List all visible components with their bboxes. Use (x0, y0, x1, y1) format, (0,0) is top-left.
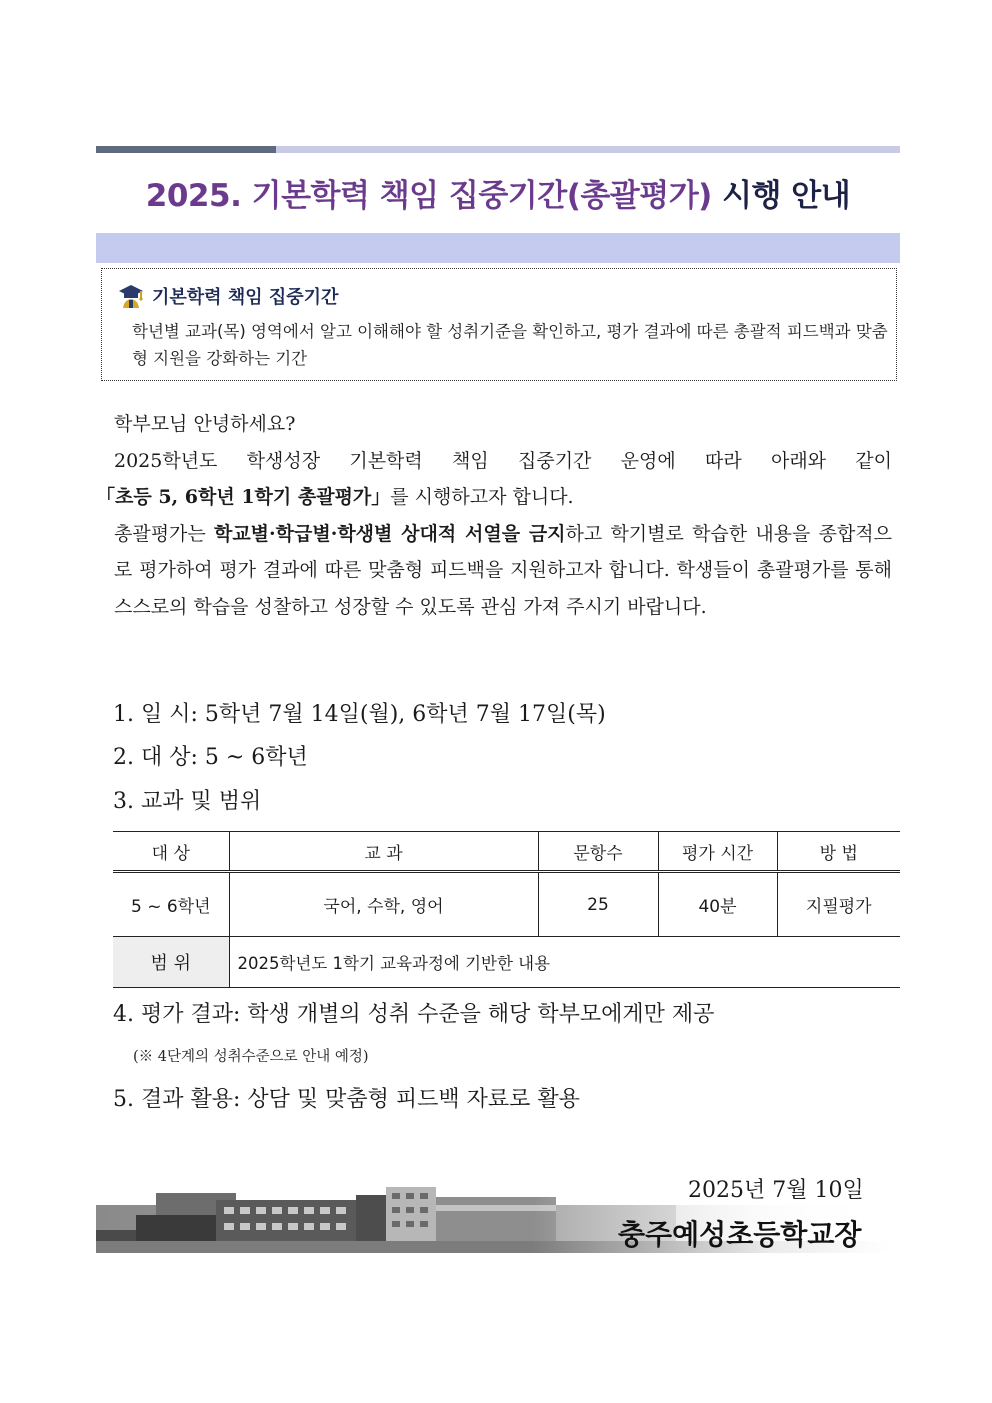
cell-subject: 국어, 수학, 영어 (229, 872, 538, 937)
title-bar-dark-segment (96, 146, 276, 153)
cell-time: 40분 (658, 872, 777, 937)
item-subjects: 3. 교과 및 범위 (113, 789, 262, 814)
paragraph-2-start: 총괄평가는 (114, 522, 214, 545)
evaluation-name: 「초등 5, 6학년 1학기 총괄평가」 (96, 486, 391, 508)
info-box-body: 학년별 교과(목) 영역에서 알고 이해해야 할 성취기준을 확인하고, 평가 결과에 따른 총괄적 피드백과 맞춤형 지원을 강화하는 기간 (132, 322, 888, 368)
table-header-count: 문항수 (538, 832, 658, 872)
item-result-note: (※ 4단계의 성취수준으로 안내 예정) (133, 1049, 369, 1065)
table-range-row (113, 937, 900, 988)
cell-range-text: 2025학년도 1학기 교육과정에 기반한 내용 (229, 937, 900, 988)
page-title (96, 170, 900, 215)
school-principal-signature: 충주예성초등학교장 (618, 1218, 862, 1251)
title-band (96, 233, 900, 263)
table-row (113, 872, 900, 937)
page-title-main: 2025. 기본학력 책임 집중기간(총괄평가) (145, 178, 712, 214)
item-usage: 5. 결과 활용: 상담 및 맞춤형 피드백 자료로 활용 (113, 1087, 580, 1112)
info-box (101, 268, 897, 381)
paragraph-1-line-2 (96, 479, 892, 516)
cell-method: 지필평가 (777, 872, 900, 937)
issue-date: 2025년 7월 10일 (688, 1178, 864, 1203)
paragraph-2-emphasis: 학교별·학급별·학생별 상대적 서열을 금지 (213, 522, 566, 545)
page-title-tail: 시행 안내 (711, 178, 851, 214)
table-header-target: 대 상 (113, 832, 229, 872)
title-top-bar (96, 146, 900, 153)
table-header-subject: 교 과 (229, 832, 538, 872)
item-date: 1. 일 시: 5학년 7월 14일(월), 6학년 7월 17일(목) (113, 702, 606, 727)
cell-count: 25 (538, 872, 658, 937)
table-header-method: 방 법 (777, 832, 900, 872)
table-header-time: 평가 시간 (658, 832, 777, 872)
title-bar-light-segment (276, 146, 900, 153)
letter-body (96, 406, 892, 625)
cell-range-label: 범 위 (113, 937, 229, 988)
paragraph-1-line-1: 2025학년도 학생성장 기본학력 책임 집중기간 운영에 따라 아래와 같이 (114, 449, 892, 472)
info-box-title: 기본학력 책임 집중기간 (152, 287, 339, 308)
item-target: 2. 대 상: 5 ~ 6학년 (113, 745, 308, 770)
paragraph-1-end: 를 시행하고자 합니다. (390, 486, 574, 508)
table-header-row (113, 832, 900, 872)
greeting: 학부모님 안녕하세요? (114, 413, 296, 435)
cell-target: 5 ~ 6학년 (113, 872, 229, 937)
scope-table (113, 831, 900, 988)
graduate-icon (118, 283, 144, 309)
paragraph-2-rest: 하고 학기별로 학습한 내용을 종합적으로 평가하여 평가 결과에 따른 맞춤형 피드백을 지원하고자 합니다. 학생들이 총괄평가를 통해 스스로의 학습을 성찰하고 성장할 수 있도록 관심 가져 주시기 바랍니다. (114, 522, 893, 618)
item-result: 4. 평가 결과: 학생 개별의 성취 수준을 해당 학부모에게만 제공 (113, 1002, 715, 1027)
info-box-heading (118, 283, 338, 309)
paragraph-2 (96, 516, 892, 626)
